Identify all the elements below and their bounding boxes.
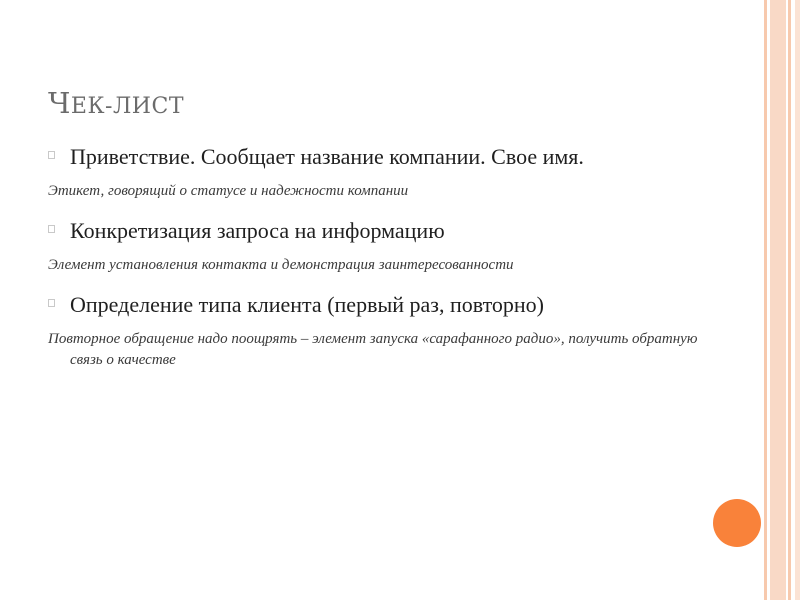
decorative-stripe — [764, 0, 767, 600]
checklist-note: Повторное обращение надо поощрять – элемент запуска «сарафанного радио», получить обратную связь о качестве — [48, 331, 698, 368]
checklist-item-text: Определение типа клиента (первый раз, повторно) — [70, 292, 544, 317]
decorative-stripe — [788, 0, 791, 600]
title-rest: ЕК-ЛИСТ — [70, 94, 184, 119]
checklist-item — [48, 216, 718, 245]
hollow-square-icon — [48, 151, 55, 159]
checklist-item — [48, 142, 718, 171]
slide-title — [48, 86, 184, 120]
checklist-note: Этикет, говорящий о статусе и надежности компании — [48, 183, 409, 199]
title-initial: Ч — [48, 86, 71, 120]
checklist — [48, 142, 718, 385]
checklist-note: Элемент установления контакта и демонстрация заинтересованности — [48, 257, 514, 273]
checklist-item — [48, 290, 718, 319]
hollow-square-icon — [48, 299, 55, 307]
orange-circle-icon — [713, 499, 761, 547]
hollow-square-icon — [48, 225, 55, 233]
decorative-stripe — [795, 0, 800, 600]
checklist-item-text: Конкретизация запроса на информацию — [70, 218, 445, 243]
decorative-stripe — [770, 0, 786, 600]
checklist-item-text: Приветствие. Сообщает название компании. Свое имя. — [70, 144, 584, 169]
